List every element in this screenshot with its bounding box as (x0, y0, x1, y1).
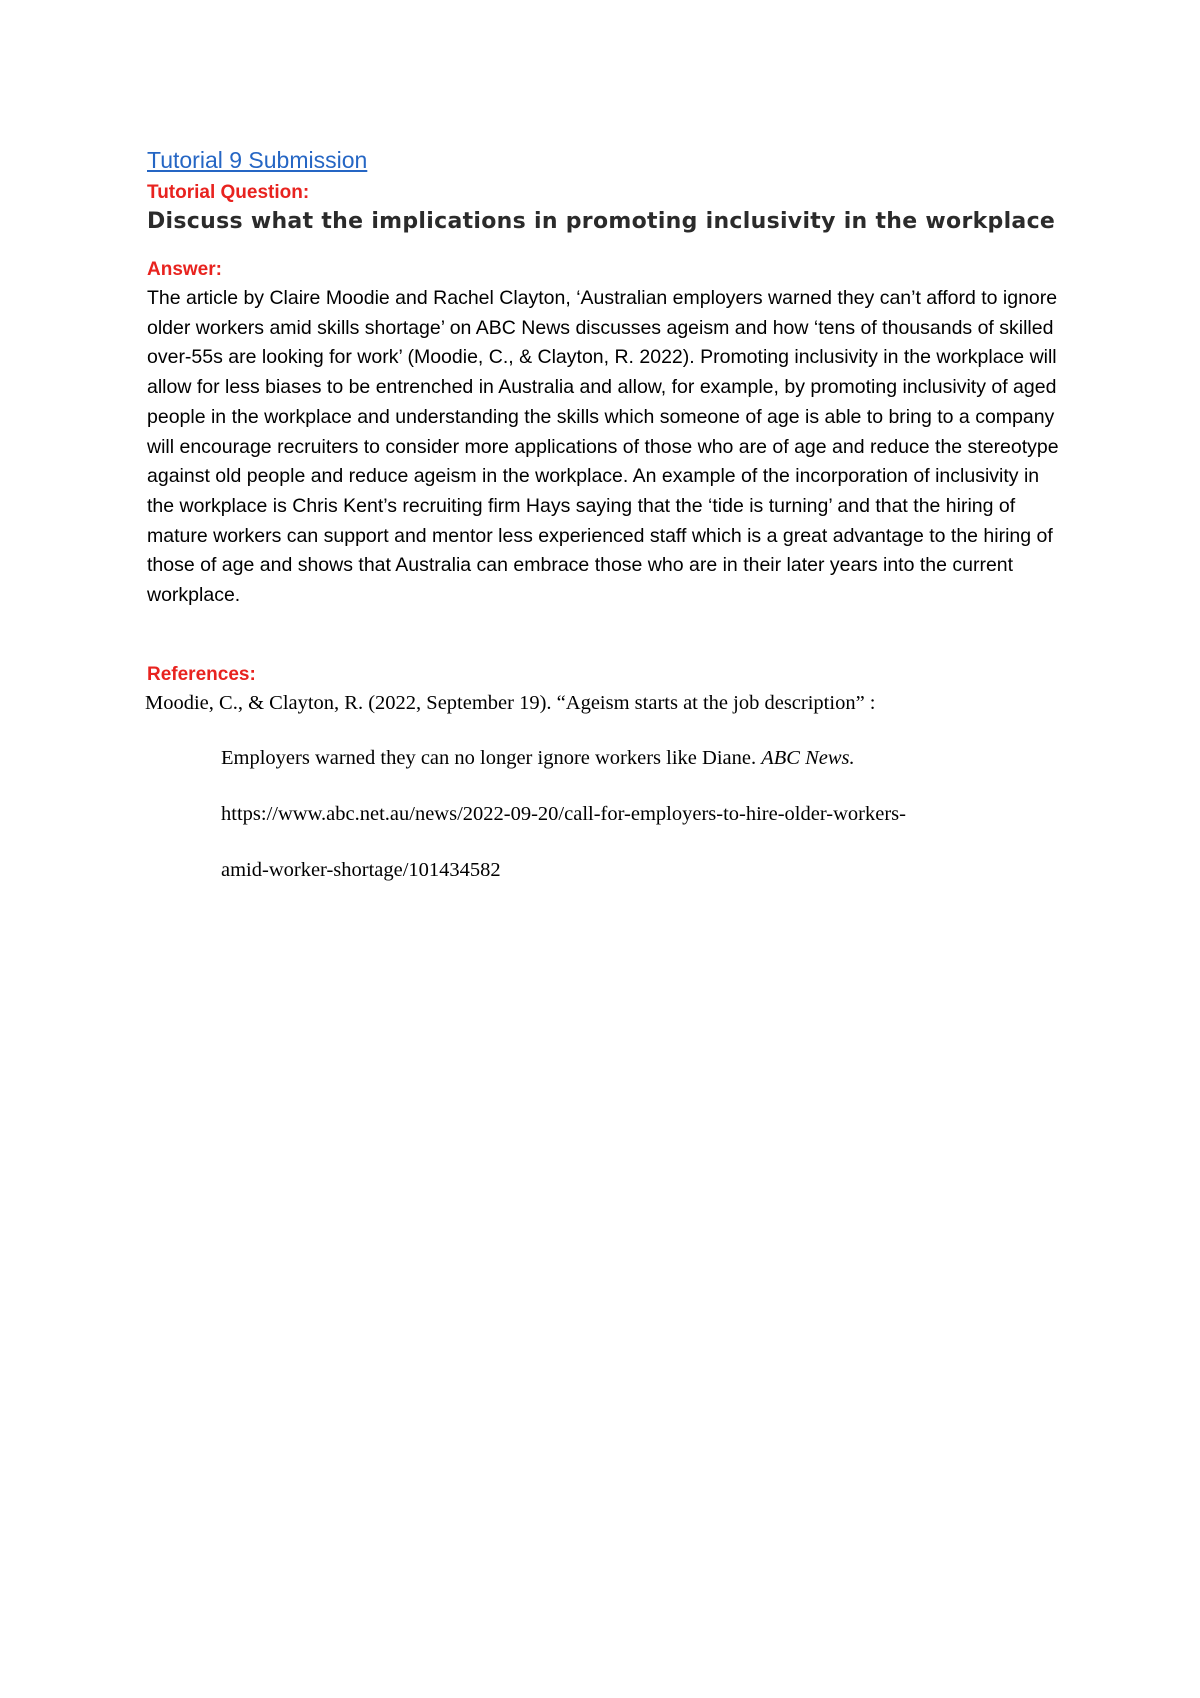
reference-url-line-1: https://www.abc.net.au/news/2022-09-20/call-for-employers-to-hire-older-workers- (221, 802, 906, 825)
reference-line-1: Moodie, C., & Clayton, R. (2022, September 19). “Ageism starts at the job description” : (145, 691, 876, 714)
document-title: Tutorial 9 Submission (147, 147, 368, 173)
reference-title-text: Employers warned they can no longer ignore workers like Diane. (221, 746, 762, 769)
reference-line-2 (147, 744, 1077, 772)
question-label: Tutorial Question: (147, 182, 310, 203)
answer-label: Answer: (147, 259, 222, 280)
document-content (147, 145, 1077, 884)
references-label: References: (147, 663, 256, 685)
reference-publication: ABC News. (761, 746, 855, 769)
question-text: Discuss what the implications in promoting inclusivity in the workplace (147, 209, 1056, 234)
answer-text: The article by Claire Moodie and Rachel Clayton, ‘Australian employers warned they can’t afford to ignore older workers amid skills shortage’ on ABC News discusses ageism and how ‘tens of thousands of skilled over-55s are looking for work’ (Moodie, C., & Clayton, R. 2022). Promoting inclusivity in the workplace will allow for less biases to be entrenched in Australia and allow, for example, by promoting inclusivity of aged people in the workplace and understanding the skills which someone of age is able to bring to a company will encourage recruiters to consider more applications of those who are of age and reduce the stereotype against old people and reduce ageism in the workplace. An example of the incorporation of inclusivity in the workplace is Chris Kent’s recruiting firm Hays saying that the ‘tide is turning’ and that the hiring of mature workers can support and mentor less experienced staff which is a great advantage to the hiring of those of age and shows that Australia can embrace those who are in their later years into the current workplace. (147, 287, 1059, 607)
reference-url-line-2: amid-worker-shortage/101434582 (221, 858, 501, 881)
